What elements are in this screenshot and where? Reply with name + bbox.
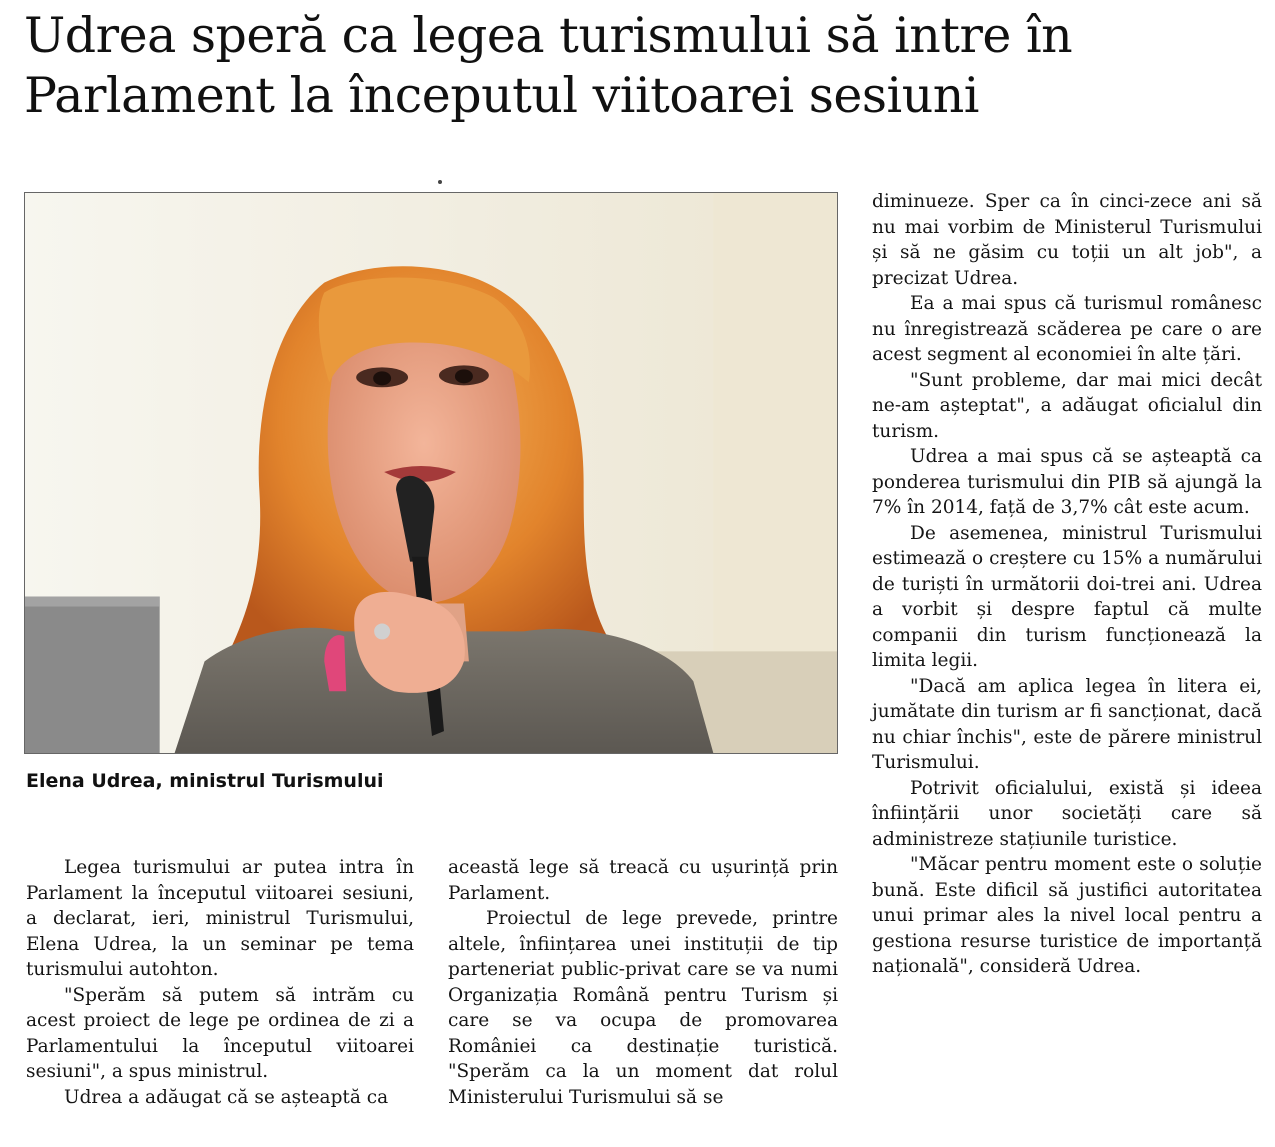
headline-line-1: Udrea speră ca legea turismului să intre în xyxy=(24,7,1073,64)
paragraph: Legea turismului ar putea intra în Parlament la începutul viitoarei sesiuni, a declarat, ieri, ministrul Turismului, Elena Udrea, la un seminar pe tema turismului autohton. xyxy=(26,857,414,980)
paragraph: Ea a mai spus că turismul românesc nu înregistrează scăderea pe care o are acest segment al economiei în alte țări. xyxy=(872,293,1262,365)
paragraph: "Sperăm să putem să intrăm cu acest proiect de lege pe ordinea de zi a Parlamentului la începutul viitoarei sesiuni", a spus ministrul. xyxy=(26,984,414,1082)
paragraph: "Măcar pentru moment este o soluție bună. Este dificil să justifici autoritatea unui primar ales la nivel local pentru a gestiona resurse turistice de importanță națională", consideră Udrea. xyxy=(872,854,1262,977)
paragraph: Udrea a adăugat că se așteaptă ca xyxy=(64,1086,389,1108)
headline xyxy=(24,6,1254,126)
photo-caption: Elena Udrea, ministrul Turismului xyxy=(26,770,384,792)
paragraph: diminueze. Sper ca în cinci-zece ani să nu mai vorbim de Ministerul Turismului și să ne găsim cu toții un alt job", a precizat Udrea. xyxy=(872,191,1262,289)
headline-line-2: Parlament la începutul viitoarei sesiuni xyxy=(24,67,979,124)
print-speck xyxy=(438,180,442,184)
paragraph: Udrea a mai spus că se așteaptă ca ponderea turismului din PIB să ajungă la 7% în 2014, față de 3,7% cât este acum. xyxy=(872,446,1262,518)
paragraph: Potrivit oficialului, există și ideea înființării unor societăți care să administreze stațiunile turistice. xyxy=(872,777,1262,850)
article-column-1 xyxy=(26,855,414,1110)
paragraph: "Sunt probleme, dar mai mici decât ne-am așteptat", a adăugat oficialul din turism. xyxy=(872,369,1262,442)
article-column-3 xyxy=(872,189,1262,980)
paragraph: De asemenea, ministrul Turismului estimează o creștere cu 15% a numărului de turiști în următorii doi-trei ani. Udrea a vorbit și despre faptul că multe companii din turism funcționează la limita legii. xyxy=(872,522,1262,671)
article-photo xyxy=(24,192,838,754)
paragraph: Proiectul de lege prevede, printre altele, înființarea unei instituții de tip parteneriat public-privat care se va numi Organizația Română pentru Turism și care se va ocupa de promovarea României ca destinație turistică. "Sperăm ca la un moment dat rolul Ministerului Turismului să se xyxy=(448,908,838,1108)
paragraph: această lege să treacă cu ușurință prin Parlament. xyxy=(448,857,838,904)
portrait-photo-icon xyxy=(25,193,837,753)
paragraph: "Dacă am aplica legea în litera ei, jumătate din turism ar fi sancționat, dacă nu chiar închis", este de părere ministrul Turismului. xyxy=(872,675,1262,773)
article-column-2 xyxy=(448,855,838,1110)
